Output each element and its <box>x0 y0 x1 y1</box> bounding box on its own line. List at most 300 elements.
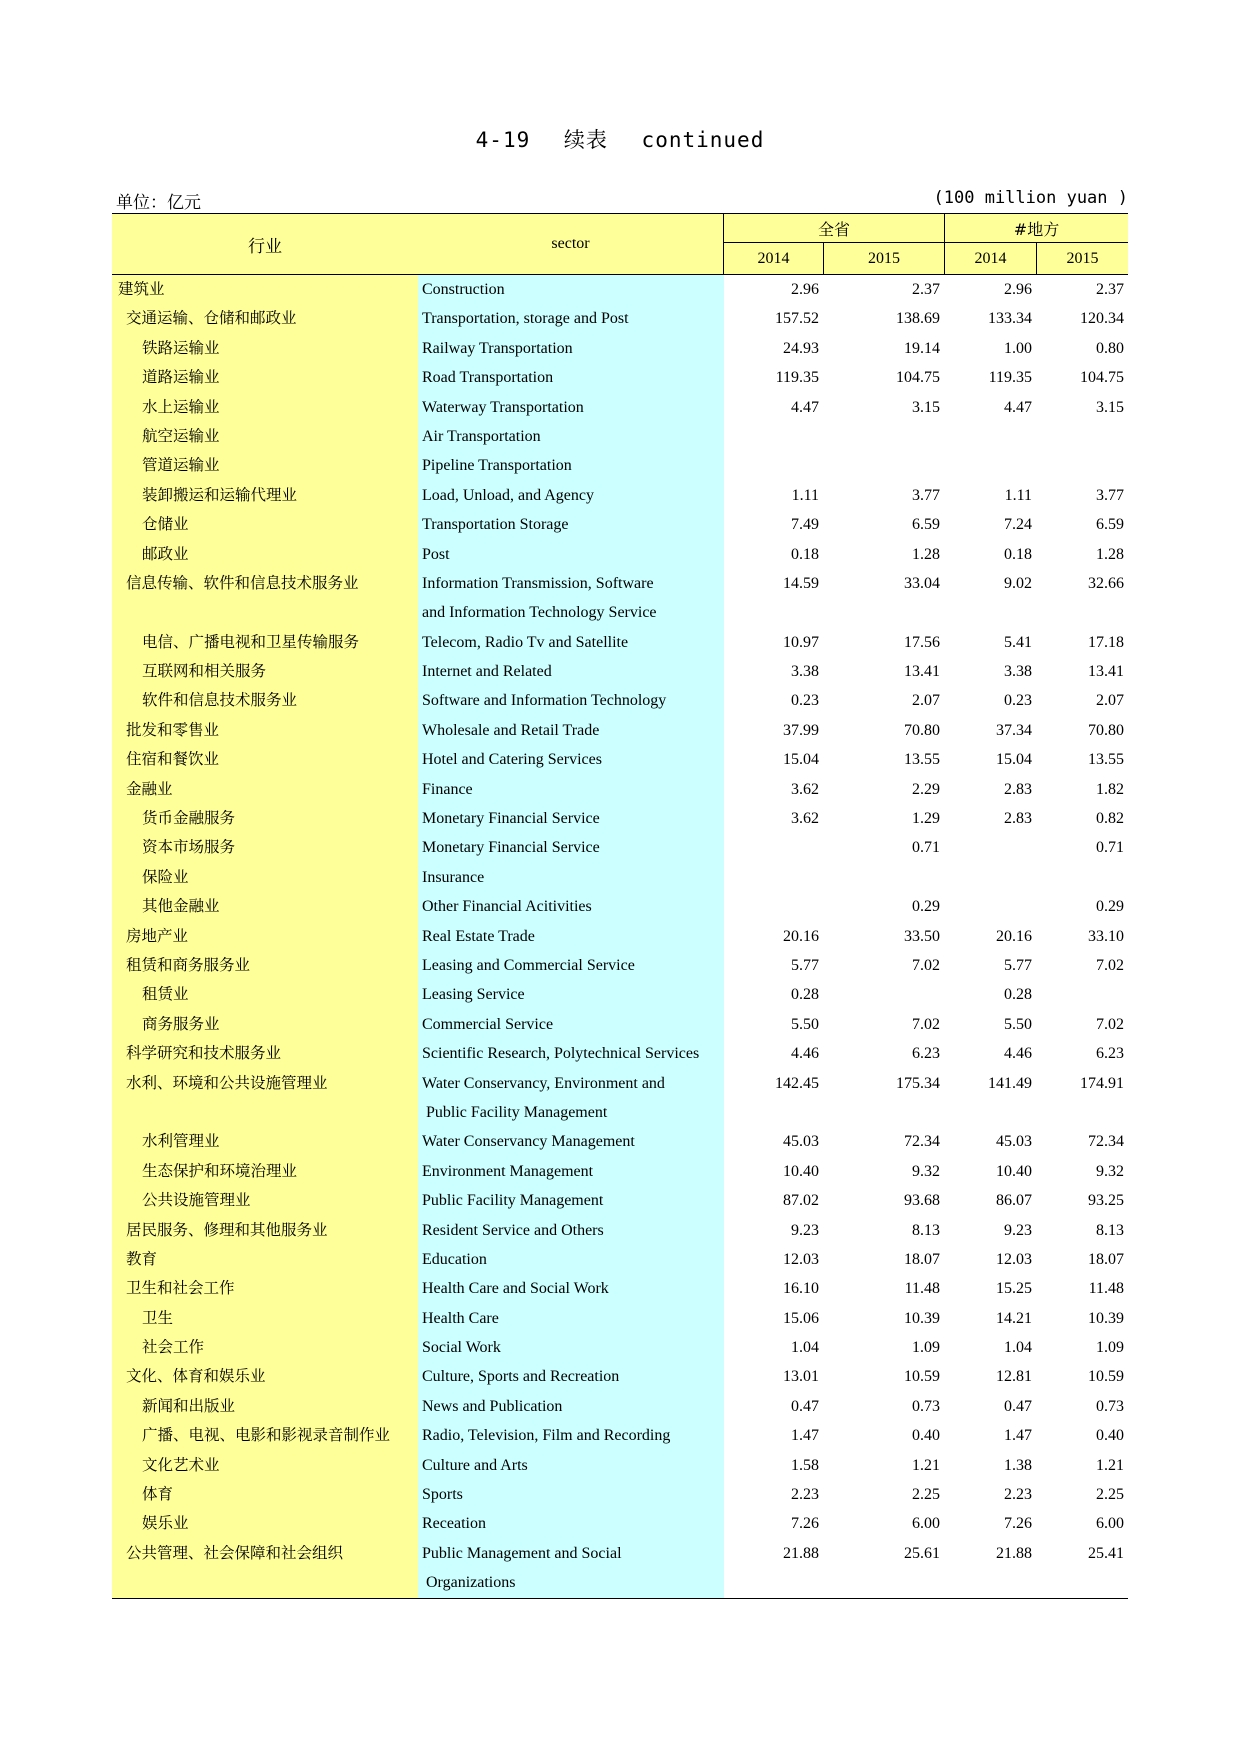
local-2015-cell: 104.75 <box>1080 369 1124 387</box>
industry-cn-cell: 教育 <box>112 1245 418 1274</box>
sector-en-cell: Water Conservancy Management <box>418 1127 724 1156</box>
local-2015-cell: 2.07 <box>1096 692 1124 710</box>
province-2015-cell: 33.50 <box>904 927 940 945</box>
table-row <box>112 275 1128 304</box>
table-row <box>112 451 1128 480</box>
province-2014-cell: 16.10 <box>783 1280 819 1298</box>
local-2014-cell: 0.23 <box>1004 692 1032 710</box>
local-2014-cell: 2.83 <box>1004 780 1032 798</box>
local-2014-cell: 9.02 <box>1004 574 1032 592</box>
local-2014-cell: 1.47 <box>1004 1427 1032 1445</box>
local-2015-cell: 0.71 <box>1096 839 1124 857</box>
table-row <box>112 951 1128 980</box>
local-2014-cell: 45.03 <box>996 1133 1032 1151</box>
industry-cn-cell: 金融业 <box>112 775 418 804</box>
industry-cn-cell: 交通运输、仓储和邮政业 <box>112 304 418 333</box>
industry-cn-cell: 房地产业 <box>112 922 418 951</box>
industry-cn-cell: 卫生和社会工作 <box>112 1274 418 1303</box>
industry-cn-cell: 互联网和相关服务 <box>112 657 418 686</box>
province-2015-cell: 1.28 <box>912 545 940 563</box>
table-row <box>112 422 1128 451</box>
province-2014-cell: 10.97 <box>783 633 819 651</box>
province-2015-cell: 0.40 <box>912 1427 940 1445</box>
header-year: 2014 <box>945 243 1037 274</box>
industry-cn-cell: 软件和信息技术服务业 <box>112 686 418 715</box>
local-2014-cell: 12.03 <box>996 1250 1032 1268</box>
table-row <box>112 510 1128 539</box>
sector-en-cell: Road Transportation <box>418 363 724 392</box>
province-2015-cell: 3.15 <box>912 398 940 416</box>
province-2014-cell: 2.96 <box>791 281 819 298</box>
header-sector-en: sector <box>418 214 724 274</box>
table-row <box>112 1157 1128 1186</box>
province-2014-cell: 119.35 <box>775 369 819 387</box>
sector-en-cell: Radio, Television, Film and Recording <box>418 1421 724 1450</box>
industry-cn-cell <box>112 1568 418 1597</box>
province-2014-cell: 20.16 <box>783 927 819 945</box>
province-2015-cell: 2.25 <box>912 1486 940 1504</box>
title-en: continued <box>641 128 765 152</box>
industry-cn-cell: 文化艺术业 <box>112 1451 418 1480</box>
local-2014-cell: 14.21 <box>996 1309 1032 1327</box>
table-row <box>112 1333 1128 1362</box>
province-2015-cell: 19.14 <box>904 339 940 357</box>
industry-cn-cell: 水上运输业 <box>112 393 418 422</box>
table-row <box>112 686 1128 715</box>
industry-cn-cell: 资本市场服务 <box>112 833 418 862</box>
province-2015-cell: 7.02 <box>912 1015 940 1033</box>
province-2015-cell: 10.39 <box>904 1309 940 1327</box>
local-2015-cell: 25.41 <box>1088 1544 1124 1562</box>
local-2015-cell: 0.40 <box>1096 1427 1124 1445</box>
local-2014-cell: 9.23 <box>1004 1221 1032 1239</box>
table-row <box>112 393 1128 422</box>
local-2015-cell: 6.23 <box>1096 1045 1124 1063</box>
table-row <box>112 1274 1128 1303</box>
industry-cn-cell: 管道运输业 <box>112 451 418 480</box>
province-2014-cell: 12.03 <box>783 1250 819 1268</box>
table-row <box>112 1362 1128 1391</box>
sector-en-cell: News and Publication <box>418 1392 724 1421</box>
local-2015-cell: 1.82 <box>1096 780 1124 798</box>
sector-en-cell: Resident Service and Others <box>418 1216 724 1245</box>
province-2014-cell: 142.45 <box>775 1074 819 1092</box>
province-2014-cell: 157.52 <box>775 310 819 328</box>
province-2015-cell: 13.55 <box>904 751 940 769</box>
industry-cn-cell: 公共设施管理业 <box>112 1186 418 1215</box>
industry-cn-cell: 商务服务业 <box>112 1010 418 1039</box>
industry-cn-cell: 货币金融服务 <box>112 804 418 833</box>
province-2015-cell: 6.59 <box>912 516 940 534</box>
local-2015-cell: 0.29 <box>1096 898 1124 916</box>
province-2014-cell: 37.99 <box>783 721 819 739</box>
header-year: 2015 <box>1037 243 1128 274</box>
province-2014-cell: 7.26 <box>791 1515 819 1533</box>
industry-cn-cell: 信息传输、软件和信息技术服务业 <box>112 569 418 598</box>
local-2014-cell: 12.81 <box>996 1368 1032 1386</box>
industry-cn-cell: 社会工作 <box>112 1333 418 1362</box>
province-2014-cell: 5.50 <box>791 1015 819 1033</box>
unit-label-cn: 单位：亿元 <box>116 193 201 213</box>
province-2014-cell: 3.38 <box>791 663 819 681</box>
industry-cn-cell: 水利管理业 <box>112 1127 418 1156</box>
industry-cn-cell: 生态保护和环境治理业 <box>112 1157 418 1186</box>
province-2014-cell: 13.01 <box>783 1368 819 1386</box>
sector-en-cell: Railway Transportation <box>418 334 724 363</box>
local-2014-cell: 10.40 <box>996 1162 1032 1180</box>
sector-en-cell: Real Estate Trade <box>418 922 724 951</box>
province-2015-cell: 3.77 <box>912 486 940 504</box>
province-2015-cell: 8.13 <box>912 1221 940 1239</box>
table-number: 4-19 <box>475 128 531 152</box>
local-2014-cell: 15.25 <box>996 1280 1032 1298</box>
table-row <box>112 628 1128 657</box>
table-row <box>112 1451 1128 1480</box>
local-2015-cell: 6.00 <box>1096 1515 1124 1533</box>
local-2015-cell: 3.15 <box>1096 398 1124 416</box>
province-2015-cell: 17.56 <box>904 633 940 651</box>
header-group-province: 全省 <box>724 214 945 243</box>
table-row <box>112 804 1128 833</box>
local-2014-cell: 1.11 <box>1004 486 1032 504</box>
sector-en-cell: Health Care <box>418 1304 724 1333</box>
province-2014-cell: 5.77 <box>791 956 819 974</box>
province-2014-cell: 0.23 <box>791 692 819 710</box>
province-2014-cell: 2.23 <box>791 1486 819 1504</box>
province-2014-cell: 45.03 <box>783 1133 819 1151</box>
sector-en-cell: Internet and Related <box>418 657 724 686</box>
province-2014-cell: 7.49 <box>791 516 819 534</box>
province-2015-cell: 0.29 <box>912 898 940 916</box>
province-2014-cell: 1.47 <box>791 1427 819 1445</box>
sector-en-cell: Scientific Research, Polytechnical Services <box>418 1039 724 1068</box>
sector-en-cell: Wholesale and Retail Trade <box>418 716 724 745</box>
industry-cn-cell: 仓储业 <box>112 510 418 539</box>
local-2014-cell: 1.00 <box>1004 339 1032 357</box>
sector-en-cell: Transportation Storage <box>418 510 724 539</box>
data-table <box>112 213 1128 1599</box>
local-2014-cell: 1.38 <box>1004 1456 1032 1474</box>
local-2015-cell: 33.10 <box>1088 927 1124 945</box>
province-2015-cell: 2.07 <box>912 692 940 710</box>
table-row <box>112 716 1128 745</box>
local-2015-cell: 2.25 <box>1096 1486 1124 1504</box>
local-2014-cell: 1.04 <box>1004 1339 1032 1357</box>
header-group-local: #地方 <box>945 214 1128 243</box>
local-2014-cell: 21.88 <box>996 1544 1032 1562</box>
local-2015-cell: 9.32 <box>1096 1162 1124 1180</box>
local-2014-cell: 15.04 <box>996 751 1032 769</box>
local-2015-cell: 72.34 <box>1088 1133 1124 1151</box>
local-2015-cell: 1.28 <box>1096 545 1124 563</box>
table-row <box>112 1304 1128 1333</box>
province-2015-cell: 2.29 <box>912 780 940 798</box>
local-2014-cell: 0.18 <box>1004 545 1032 563</box>
local-2014-cell: 4.47 <box>1004 398 1032 416</box>
sector-en-cell: Organizations <box>418 1568 724 1597</box>
table-row <box>112 540 1128 569</box>
province-2015-cell: 7.02 <box>912 956 940 974</box>
local-2014-cell: 2.96 <box>1004 281 1032 298</box>
table-row <box>112 598 1128 627</box>
province-2014-cell: 24.93 <box>783 339 819 357</box>
header-year: 2015 <box>824 243 945 274</box>
local-2015-cell: 13.41 <box>1088 663 1124 681</box>
province-2014-cell: 14.59 <box>783 574 819 592</box>
table-header <box>112 214 1128 275</box>
province-2015-cell: 70.80 <box>904 721 940 739</box>
province-2014-cell: 1.04 <box>791 1339 819 1357</box>
local-2015-cell: 0.82 <box>1096 810 1124 828</box>
sector-en-cell: Other Financial Acitivities <box>418 892 724 921</box>
province-2014-cell: 10.40 <box>783 1162 819 1180</box>
industry-cn-cell: 科学研究和技术服务业 <box>112 1039 418 1068</box>
local-2015-cell: 11.48 <box>1088 1280 1124 1298</box>
industry-cn-cell: 其他金融业 <box>112 892 418 921</box>
local-2015-cell: 120.34 <box>1080 310 1124 328</box>
province-2015-cell: 11.48 <box>904 1280 940 1298</box>
sector-en-cell: Post <box>418 540 724 569</box>
sector-en-cell: Culture, Sports and Recreation <box>418 1362 724 1391</box>
table-row <box>112 1392 1128 1421</box>
province-2014-cell: 0.18 <box>791 545 819 563</box>
table-row <box>112 833 1128 862</box>
local-2014-cell: 0.28 <box>1004 986 1032 1004</box>
industry-cn-cell: 装卸搬运和运输代理业 <box>112 481 418 510</box>
local-2014-cell: 5.41 <box>1004 633 1032 651</box>
province-2014-cell: 87.02 <box>783 1192 819 1210</box>
local-2014-cell: 5.50 <box>1004 1015 1032 1033</box>
industry-cn-cell: 建筑业 <box>112 275 418 304</box>
province-2015-cell: 10.59 <box>904 1368 940 1386</box>
province-2015-cell: 9.32 <box>912 1162 940 1180</box>
sector-en-cell: Air Transportation <box>418 422 724 451</box>
table-row <box>112 1216 1128 1245</box>
industry-cn-cell: 广播、电视、电影和影视录音制作业 <box>112 1421 418 1450</box>
industry-cn-cell: 铁路运输业 <box>112 334 418 363</box>
industry-cn-cell: 保险业 <box>112 863 418 892</box>
province-2014-cell: 3.62 <box>791 780 819 798</box>
province-2014-cell: 0.28 <box>791 986 819 1004</box>
local-2015-cell: 70.80 <box>1088 721 1124 739</box>
local-2014-cell: 2.23 <box>1004 1486 1032 1504</box>
local-2015-cell: 93.25 <box>1088 1192 1124 1210</box>
sector-en-cell: Telecom, Radio Tv and Satellite <box>418 628 724 657</box>
province-2015-cell: 25.61 <box>904 1544 940 1562</box>
table-row <box>112 1480 1128 1509</box>
province-2015-cell: 0.71 <box>912 839 940 857</box>
local-2014-cell: 20.16 <box>996 927 1032 945</box>
sector-en-cell: and Information Technology Service <box>418 598 724 627</box>
province-2015-cell: 0.73 <box>912 1397 940 1415</box>
province-2015-cell: 72.34 <box>904 1133 940 1151</box>
sector-en-cell: Construction <box>418 275 724 304</box>
industry-cn-cell: 公共管理、社会保障和社会组织 <box>112 1539 418 1568</box>
industry-cn-cell: 文化、体育和娱乐业 <box>112 1362 418 1391</box>
table-row <box>112 481 1128 510</box>
sector-en-cell: Monetary Financial Service <box>418 804 724 833</box>
industry-cn-cell: 租赁和商务服务业 <box>112 951 418 980</box>
industry-cn-cell: 批发和零售业 <box>112 716 418 745</box>
sector-en-cell: Monetary Financial Service <box>418 833 724 862</box>
table-row <box>112 863 1128 892</box>
sector-en-cell: Culture and Arts <box>418 1451 724 1480</box>
table-row <box>112 1127 1128 1156</box>
table-row <box>112 1539 1128 1568</box>
industry-cn-cell: 航空运输业 <box>112 422 418 451</box>
local-2015-cell: 6.59 <box>1096 516 1124 534</box>
sector-en-cell: Transportation, storage and Post <box>418 304 724 333</box>
industry-cn-cell: 居民服务、修理和其他服务业 <box>112 1216 418 1245</box>
local-2014-cell: 141.49 <box>988 1074 1032 1092</box>
table-row <box>112 1245 1128 1274</box>
table-row <box>112 892 1128 921</box>
industry-cn-cell: 水利、环境和公共设施管理业 <box>112 1069 418 1098</box>
table-row <box>112 745 1128 774</box>
table-row <box>112 1186 1128 1215</box>
sector-en-cell: Waterway Transportation <box>418 393 724 422</box>
province-2014-cell: 4.47 <box>791 398 819 416</box>
sector-en-cell: Pipeline Transportation <box>418 451 724 480</box>
unit-label-en: (100 million yuan ) <box>933 188 1128 208</box>
table-row <box>112 334 1128 363</box>
local-2015-cell: 10.59 <box>1088 1368 1124 1386</box>
province-2015-cell: 13.41 <box>904 663 940 681</box>
local-2015-cell: 13.55 <box>1088 751 1124 769</box>
local-2015-cell: 7.02 <box>1096 956 1124 974</box>
header-year: 2014 <box>724 243 824 274</box>
sector-en-cell: Load, Unload, and Agency <box>418 481 724 510</box>
table-row <box>112 1069 1128 1098</box>
local-2015-cell: 17.18 <box>1088 633 1124 651</box>
local-2015-cell: 8.13 <box>1096 1221 1124 1239</box>
province-2015-cell: 93.68 <box>904 1192 940 1210</box>
local-2015-cell: 7.02 <box>1096 1015 1124 1033</box>
local-2015-cell: 18.07 <box>1088 1250 1124 1268</box>
sector-en-cell: Health Care and Social Work <box>418 1274 724 1303</box>
industry-cn-cell <box>112 1098 418 1127</box>
sector-en-cell: Hotel and Catering Services <box>418 745 724 774</box>
local-2015-cell: 174.91 <box>1080 1074 1124 1092</box>
local-2015-cell: 10.39 <box>1088 1309 1124 1327</box>
sector-en-cell: Social Work <box>418 1333 724 1362</box>
sector-en-cell: Receation <box>418 1509 724 1538</box>
local-2015-cell: 1.21 <box>1096 1456 1124 1474</box>
sector-en-cell: Public Facility Management <box>418 1098 724 1127</box>
sector-en-cell: Public Management and Social <box>418 1539 724 1568</box>
industry-cn-cell: 体育 <box>112 1480 418 1509</box>
province-2015-cell: 138.69 <box>896 310 940 328</box>
sector-en-cell: Commercial Service <box>418 1010 724 1039</box>
province-2015-cell: 104.75 <box>896 369 940 387</box>
local-2014-cell: 119.35 <box>988 369 1032 387</box>
local-2014-cell: 3.38 <box>1004 663 1032 681</box>
sector-en-cell: Public Facility Management <box>418 1186 724 1215</box>
table-row <box>112 1039 1128 1068</box>
local-2015-cell: 0.80 <box>1096 339 1124 357</box>
industry-cn-cell: 租赁业 <box>112 980 418 1009</box>
sector-en-cell: Insurance <box>418 863 724 892</box>
province-2015-cell: 2.37 <box>912 281 940 298</box>
local-2014-cell: 4.46 <box>1004 1045 1032 1063</box>
local-2015-cell: 3.77 <box>1096 486 1124 504</box>
province-2014-cell: 1.11 <box>791 486 819 504</box>
province-2014-cell: 15.06 <box>783 1309 819 1327</box>
province-2014-cell: 1.58 <box>791 1456 819 1474</box>
table-row <box>112 1421 1128 1450</box>
province-2015-cell: 6.23 <box>912 1045 940 1063</box>
province-2014-cell: 4.46 <box>791 1045 819 1063</box>
table-row <box>112 1098 1128 1127</box>
table-row <box>112 980 1128 1009</box>
province-2014-cell: 21.88 <box>783 1544 819 1562</box>
local-2015-cell: 2.37 <box>1096 281 1124 298</box>
industry-cn-cell <box>112 598 418 627</box>
sector-en-cell: Information Transmission, Software <box>418 569 724 598</box>
local-2014-cell: 86.07 <box>996 1192 1032 1210</box>
industry-cn-cell: 新闻和出版业 <box>112 1392 418 1421</box>
local-2014-cell: 7.26 <box>1004 1515 1032 1533</box>
table-row <box>112 1010 1128 1039</box>
industry-cn-cell: 卫生 <box>112 1304 418 1333</box>
table-row <box>112 1568 1128 1597</box>
province-2015-cell: 175.34 <box>896 1074 940 1092</box>
province-2014-cell: 3.62 <box>791 810 819 828</box>
table-row <box>112 775 1128 804</box>
sector-en-cell: Education <box>418 1245 724 1274</box>
sector-en-cell: Environment Management <box>418 1157 724 1186</box>
table-row <box>112 1509 1128 1538</box>
province-2014-cell: 15.04 <box>783 751 819 769</box>
header-industry-cn: 行业 <box>112 214 418 274</box>
table-row <box>112 922 1128 951</box>
province-2015-cell: 18.07 <box>904 1250 940 1268</box>
local-2014-cell: 5.77 <box>1004 956 1032 974</box>
local-2014-cell: 0.47 <box>1004 1397 1032 1415</box>
province-2015-cell: 1.09 <box>912 1339 940 1357</box>
sector-en-cell: Finance <box>418 775 724 804</box>
province-2015-cell: 33.04 <box>904 574 940 592</box>
table-body <box>112 275 1128 1598</box>
table-row <box>112 657 1128 686</box>
industry-cn-cell: 住宿和餐饮业 <box>112 745 418 774</box>
province-2015-cell: 1.29 <box>912 810 940 828</box>
table-row <box>112 304 1128 333</box>
sector-en-cell: Leasing Service <box>418 980 724 1009</box>
industry-cn-cell: 邮政业 <box>112 540 418 569</box>
industry-cn-cell: 电信、广播电视和卫星传输服务 <box>112 628 418 657</box>
local-2015-cell: 1.09 <box>1096 1339 1124 1357</box>
local-2014-cell: 7.24 <box>1004 516 1032 534</box>
province-2015-cell: 1.21 <box>912 1456 940 1474</box>
local-2015-cell: 32.66 <box>1088 574 1124 592</box>
sector-en-cell: Water Conservancy, Environment and <box>418 1069 724 1098</box>
local-2014-cell: 133.34 <box>988 310 1032 328</box>
industry-cn-cell: 娱乐业 <box>112 1509 418 1538</box>
page-title <box>0 124 1240 154</box>
sector-en-cell: Sports <box>418 1480 724 1509</box>
province-2014-cell: 0.47 <box>791 1397 819 1415</box>
local-2015-cell: 0.73 <box>1096 1397 1124 1415</box>
province-2014-cell: 9.23 <box>791 1221 819 1239</box>
local-2014-cell: 37.34 <box>996 721 1032 739</box>
sector-en-cell: Software and Information Technology <box>418 686 724 715</box>
industry-cn-cell: 道路运输业 <box>112 363 418 392</box>
sector-en-cell: Leasing and Commercial Service <box>418 951 724 980</box>
title-cn: 续表 <box>563 128 608 152</box>
local-2014-cell: 2.83 <box>1004 810 1032 828</box>
table-row <box>112 363 1128 392</box>
